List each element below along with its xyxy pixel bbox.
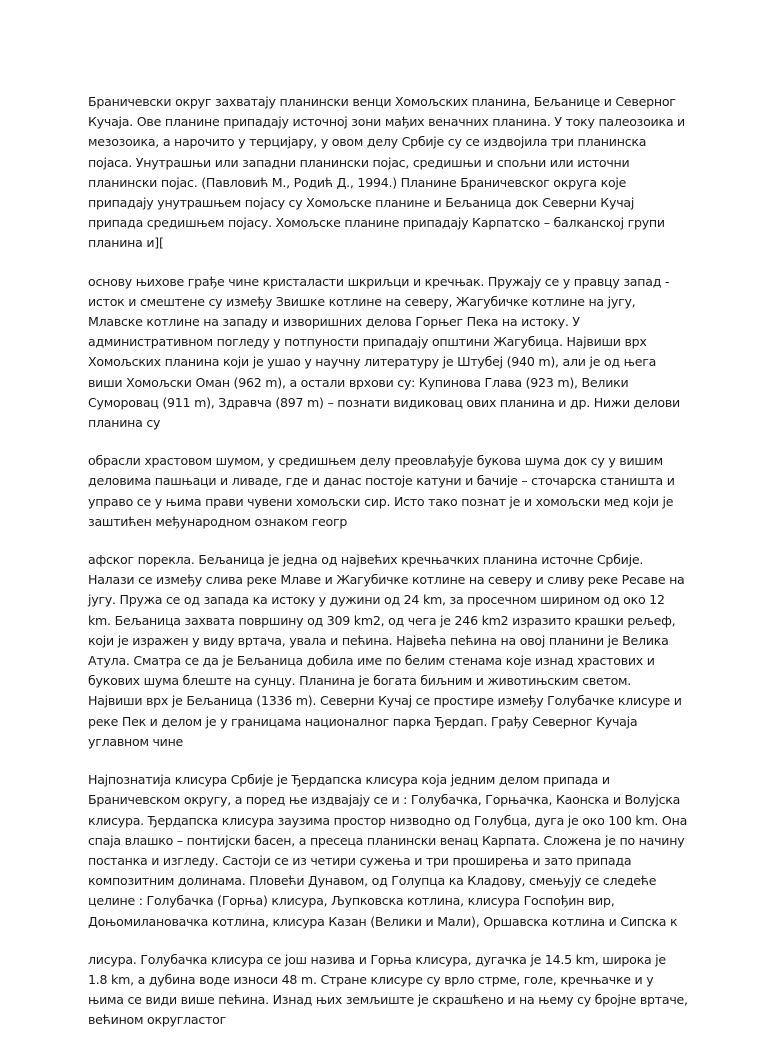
document-body: [88, 92, 688, 1049]
paragraph-homolje-structure: основу њихове грађе чине кристаласти шкриљци и кречњак. Пружају се у правцу запад - исток и смештене су између Звишке котлине на северу, Жагубичке котлине на југу, Млавске котлине на западу и изворишних делова Горњег Пека на истоку. У административном погледу у потпуности припадају општини Жагубица. Највиши врх Хомољских планина који је ушао у научну литературу је Штубеј (940 m), али је од њега виши Хомољски Оман (962 m), а остали врхови су: Купинова Глава (923 m), Велики Суморовац (911 m), Здравча (897 m) – познати видиковац ових планина и др. Нижи делови планина су: [88, 273, 680, 431]
paragraph-golubac-gorge: лисура. Голубачка клисура се још назива и Горња клисура, дугачка је 14.5 km, широка је 1.8 km, а дубина воде износи 48 m. Стране клисуре су врло стрме, голе, кречњачке и у њима се види више пећина. Изнад њих земљиште је скрашћено и на њему су бројне вртаче, већином округластог: [88, 951, 688, 1028]
paragraph-homolje-vegetation: обрасли храстовом шумом, у средишњем делу преовлађује букова шума док су у вишим деловима пашњаци и ливаде, где и данас постоје катуни и бачије – сточарска станишта и управо се у њима прави чувени хомољски сир. Исто тако познат је и хомољски мед који је заштићен међународном ознаком геогр: [88, 453, 675, 529]
paragraph-djerdap-gorge: Најпознатија клисура Србије је Ђердапска клисура која једним делом припада и Браничевском округу, а поред ње издвајају се и : Голубачка, Горњачка, Каонска и Волујска клисура. Ђердапска клисура заузима простор низводно од Голубца, дуга је око 100 km. Она спаја влашко – понтијски басен, а пресеца планински венац Карпата. Сложена је по начину постанка и изгледу. Састоји се из четири сужења и три проширења и зато припада композитним долинама. Пловећи Дунавом, од Голупца ка Кладову, смењују се следеће целине : Голубачка (Горња) клисура, Љупковска котлина, клисура Госпођин вир, Доњомилановачка котлина, клисура Казан (Велики и Мали), Оршавска котлина и Сипска к: [88, 772, 688, 929]
paragraph-beljanica: афског порекла. Бељаница је једна од највећих кречњачких планина источне Србије. Налази се између слива реке Млаве и Жагубичке котлине на северу и сливу реке Ресаве на југу. Пружа се од запада ка истоку у дужини од 24 km, за просечном ширином од око 12 km. Бељаница захвата површину од 309 km2, од чега је 246 km2 изразито крашки рељеф, који је изражен у виду вртача, увала и пећина. Највећа пећина на овој планини је Велика Атула. Сматра се да је Бељаница добила име по белим стенама које изнад храстових и букових шума блеште на сунцу. Планина је богата биљним и животињским светом. Највиши врх је Бељаница (1336 m). Северни Кучај се простире између Голубачке клисуре и реке Пек и делом је у границама националног парка Ђердап. Грађу Северног Кучаја углавном чине: [88, 552, 685, 749]
paragraph-branicevo-mountains: Браничевски округ захватају планински венци Хомољских планина, Бељанице и Северног Кучаја. Ове планине припадају источној зони мађих веначних планина. У току палеозоика и мезозоика, а нарочито у терцијару, у овом делу Србије су се издвојила три планинска појаса. Унутрашњи или западни планински појас, средишњи и спољни или источни планински појас. (Павловић М., Родић Д., 1994.) Планине Браничевског округа које припадају унутрашњем појасу су Хомољске планине и Бељаница док Северни Кучај припада средишњем појасу. Хомољске планине припадају Карпатско – балканској групи планина и][: [88, 94, 685, 251]
